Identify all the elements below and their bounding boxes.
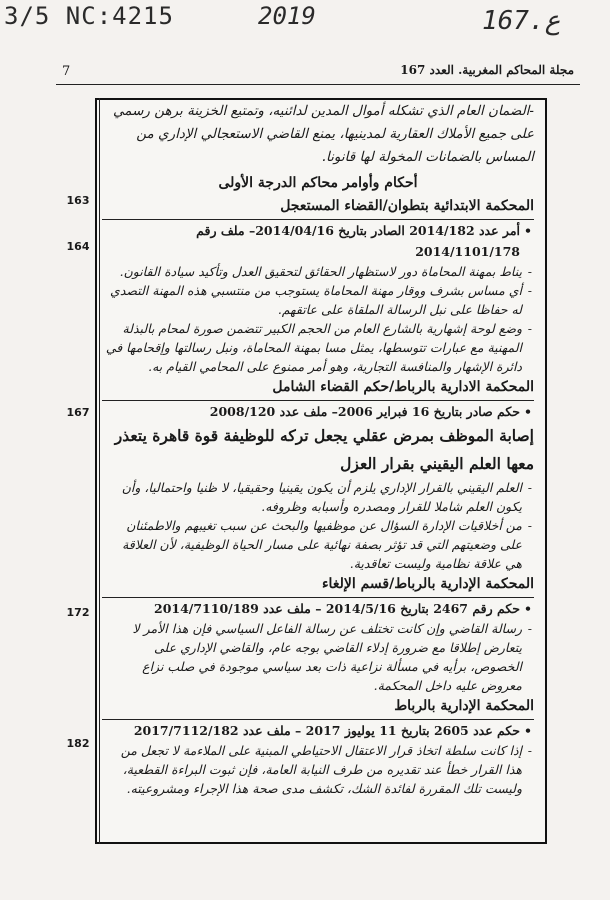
- margin-ref: 182: [66, 737, 90, 750]
- ruling-point: - العلم اليقيني بالقرار الإداري يلزم أن يكون يقينيا وحقيقيا، لا ظنيا واحتماليا، وأن يكون العلم شاملا للقرار ومصدره وأسبابه وظروفه.: [102, 478, 534, 516]
- margin-divider: [99, 98, 100, 844]
- ruling-point: - إذا كانت سلطة اتخاذ قرار الاعتقال الاحتياطي المبنية على الملاءمة لا تجعل من هذا القرار خطأ عند تقديره من طرف النيابة العامة، فإن ثبوت البراءة القطعية، وليست تلك المقررة لفائدة الشك، تكشف مدى صحة هذا الإجراء ومشروعيته.: [102, 741, 534, 798]
- court-heading: المحكمة الإدارية بالرباط: [102, 695, 534, 720]
- ruling-point: - يناط بمهنة المحاماة دور لاستظهار الحقائق لتحقيق العدل وتأكيد سيادة القانون.: [102, 262, 534, 281]
- ruling-point: - رسالة القاضي وإن كانت تختلف عن رسالة الفاعل السياسي فإن هذا الأمر لا يتعارض إطلاقا مع ضرورة إدلاء القاضي بوجه عام، والقاضي الإداري على الخصوص، برأيه في مسألة نزاعية ذات بعد سياسي موجودة في صلب نزاع معروض عليه داخل المحكمة.: [102, 619, 534, 695]
- margin-ref: 167: [66, 406, 90, 419]
- margin-ref: 172: [66, 606, 90, 619]
- ruling-reference: • حكم صادر بتاريخ 16 فبراير 2006– ملف عدد 2008/120: [102, 401, 534, 422]
- ruling-point: - وضع لوحة إشهارية بالشارع العام من الحجم الكبير تتضمن صورة لمحام بالبذلة المهنية مع عبارات تتوسطها، يمثل مسا بمهنة المحاماة، ونبل رسالتها وإقحامها في دائرة الإشهار والمنافسة التجارية، وهو أمر ممنوع على المحامي القيام به.: [102, 319, 534, 376]
- ruling-headline: إصابة الموظف بمرض عقلي يجعل تركه للوظيفة قوة قاهرة يتعذر معها العلم اليقيني بقرار العزل: [114, 426, 534, 473]
- ruling-reference: • حكم رقم 2467 بتاريخ 2014/5/16 – ملف عدد 2014/7110/189: [102, 598, 534, 619]
- margin-ref: 164: [66, 240, 90, 253]
- ruling-reference: • أمر عدد 2014/182 الصادر بتاريخ 2014/04/16– ملف رقم 2014/1101/178: [102, 220, 534, 262]
- court-heading: المحكمة الإدارية بالرباط/قسم الإلغاء: [102, 573, 534, 598]
- page-number: 7: [62, 64, 71, 79]
- intro-paragraph: -الضمان العام الذي تشكله أموال المدين لدائنيه، وتمتيع الخزينة برهن رسمي على جميع الأملاك العقارية لمدينيها، يمنع القاضي الاستعجالي الإداري من المساس بالضمانات المخولة لها قانونا.: [113, 103, 534, 165]
- ruling-point: - من أخلاقيات الإدارة السؤال عن موظفيها والبحث عن سبب تغيبهم والاطمئنان على وضعيتهم التي قد تؤثر بصفة نهائية على مسار الحياة الوظيفية، لأن العلاقة هي علاقة نظامية وليست تعاقدية.: [102, 516, 534, 573]
- article-content: [102, 100, 534, 798]
- ruling-point: - أي مساس بشرف ووقار مهنة المحاماة يستوجب من منتسبي هذه المهنة التصدي له حفاظا على نبل الرسالة الملقاة على عاتقهم.: [102, 281, 534, 319]
- court-heading: المحكمة الابتدائية بتطوان/القضاء المستعجل: [102, 195, 534, 220]
- margin-column: [62, 98, 94, 844]
- margin-ref: 163: [66, 194, 90, 207]
- ruling-reference: • حكم عدد 2605 بتاريخ 11 يوليوز 2017 – ملف عدد 2017/7112/182: [102, 720, 534, 741]
- journal-title: مجلة المحاكم المغربية. العدد 167: [400, 63, 574, 77]
- header-rule: [56, 84, 580, 85]
- court-heading: المحكمة الادارية بالرباط/حكم القضاء الشامل: [102, 376, 534, 401]
- handwritten-issue: 167.ع: [482, 6, 561, 36]
- handwritten-year: 2019: [258, 2, 316, 30]
- section-title: أحكام وأوامر محاكم الدرجة الأولى: [218, 175, 418, 191]
- handwritten-reference: 3/5 NC:4215: [4, 2, 174, 30]
